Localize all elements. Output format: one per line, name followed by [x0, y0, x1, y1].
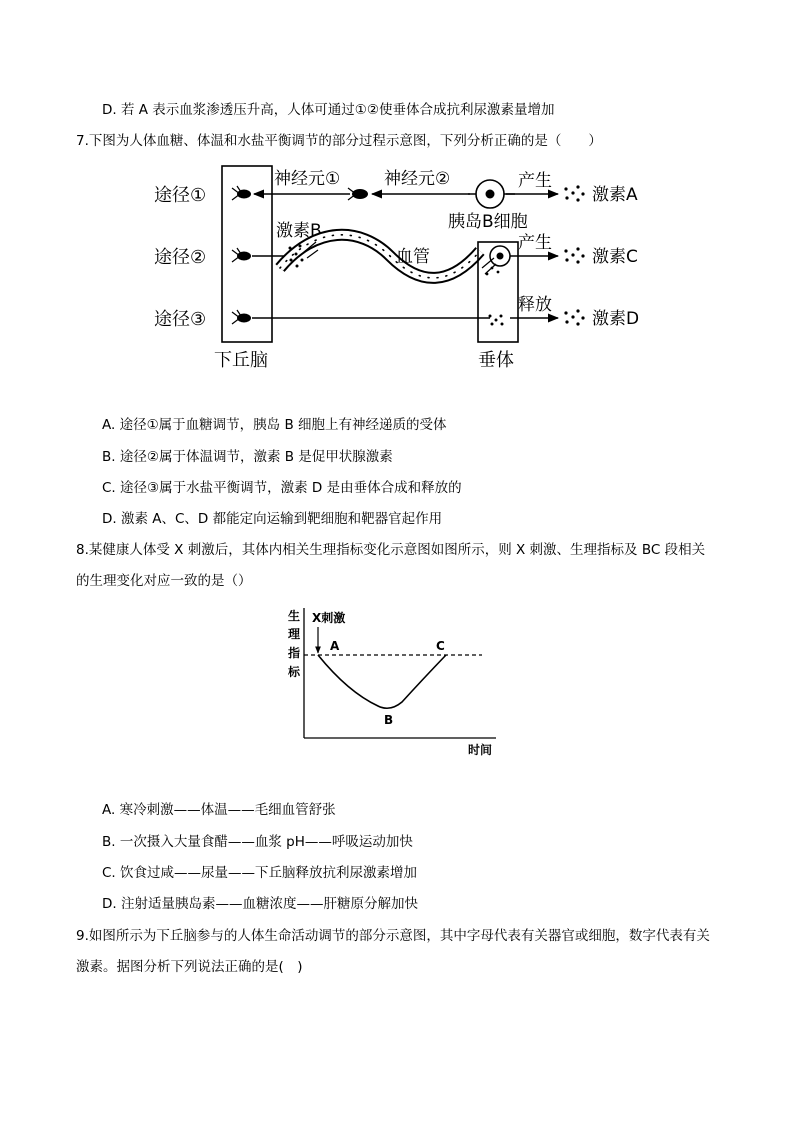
ylabel-char-2: 理 [288, 627, 301, 641]
hormone-d-dots [564, 309, 584, 325]
hypothalamus-label: 下丘脑 [214, 350, 268, 371]
hormone-d-label: 激素D [592, 309, 640, 329]
q9-stem-line1: 9.如图所示为下丘脑参与的人体生命活动调节的部分示意图，其中字母代表有关器官或细胞，数字代表有关 [76, 928, 710, 944]
ylabel-char-1: 生 [288, 609, 301, 623]
q7-stem: 7.下图为人体血糖、体温和水盐平衡调节的部分过程示意图，下列分析正确的是（ ） [76, 133, 602, 149]
hormone-b-label: 激素B [276, 221, 322, 241]
hormone-a-label: 激素A [592, 185, 638, 205]
pituitary-release-dots [489, 315, 504, 326]
stimulus-label: X刺激 [312, 611, 346, 625]
neuron2-label: 神经元② [384, 169, 451, 189]
hormone-a-dots [564, 185, 584, 201]
point-a-label: A [330, 639, 340, 653]
hormone-c-label: 激素C [592, 247, 638, 267]
point-b-label: B [384, 713, 394, 727]
release-label: 释放 [518, 295, 552, 315]
q8-option-b: B. 一次摄入大量食醋——血浆 pH——呼吸运动加快 [102, 834, 413, 850]
q8-stem-line2: 的生理变化对应一致的是（） [76, 573, 252, 589]
hypothalamus-neuron-3 [232, 310, 251, 324]
q9-stem-line2: 激素。据图分析下列说法正确的是( ) [76, 959, 303, 975]
q8-option-a: A. 寒冷刺激——体温——毛细血管舒张 [102, 802, 336, 818]
ylabel-char-3: 指 [288, 646, 301, 660]
q7-option-c: C. 途径③属于水盐平衡调节，激素 D 是由垂体合成和释放的 [102, 480, 462, 496]
hormone-c-dots [564, 247, 584, 263]
produce-a-label: 产生 [518, 171, 552, 191]
hypothalamus-neuron-2 [232, 248, 251, 262]
neuron1-label: 神经元① [274, 169, 341, 189]
q8-option-c: C. 饮食过咸——尿量——下丘脑释放抗利尿激素增加 [102, 865, 418, 881]
neuron1-cell [348, 188, 368, 200]
pituitary-cell [482, 246, 510, 275]
q8-stem-line1: 8.某健康人体受 X 刺激后，其体内相关生理指标变化示意图如图所示，则 X 刺激、生理指标及 BC 段相关 [76, 542, 706, 558]
q8-chart [282, 602, 504, 760]
q7-option-a: A. 途径①属于血糖调节，胰岛 B 细胞上有神经递质的受体 [102, 417, 447, 433]
path3-label: 途径③ [154, 309, 207, 330]
islet-b-cell [476, 180, 504, 208]
path1-label: 途径① [154, 185, 207, 206]
xlabel: 时间 [468, 743, 493, 757]
islet-b-cell-label: 胰岛B细胞 [448, 212, 528, 232]
point-c-label: C [436, 639, 445, 653]
ylabel-char-4: 标 [288, 665, 301, 679]
hypothalamus-neuron-1 [232, 186, 251, 200]
blood-vessel-label: 血管 [396, 247, 430, 267]
prev-option-d: D. 若 A 表示血浆渗透压升高，人体可通过①②使垂体合成抗利尿激素量增加 [102, 102, 555, 118]
q7-diagram [140, 156, 660, 378]
curve-line [318, 655, 446, 708]
path2-label: 途径② [154, 247, 207, 268]
pituitary-label: 垂体 [478, 350, 514, 371]
q7-option-d: D. 激素 A、C、D 都能定向运输到靶细胞和靶器官起作用 [102, 511, 443, 527]
q7-option-b: B. 途径②属于体温调节，激素 B 是促甲状腺激素 [102, 449, 393, 465]
produce-c-label: 产生 [518, 233, 552, 253]
q8-option-d: D. 注射适量胰岛素——血糖浓度——肝糖原分解加快 [102, 896, 418, 912]
